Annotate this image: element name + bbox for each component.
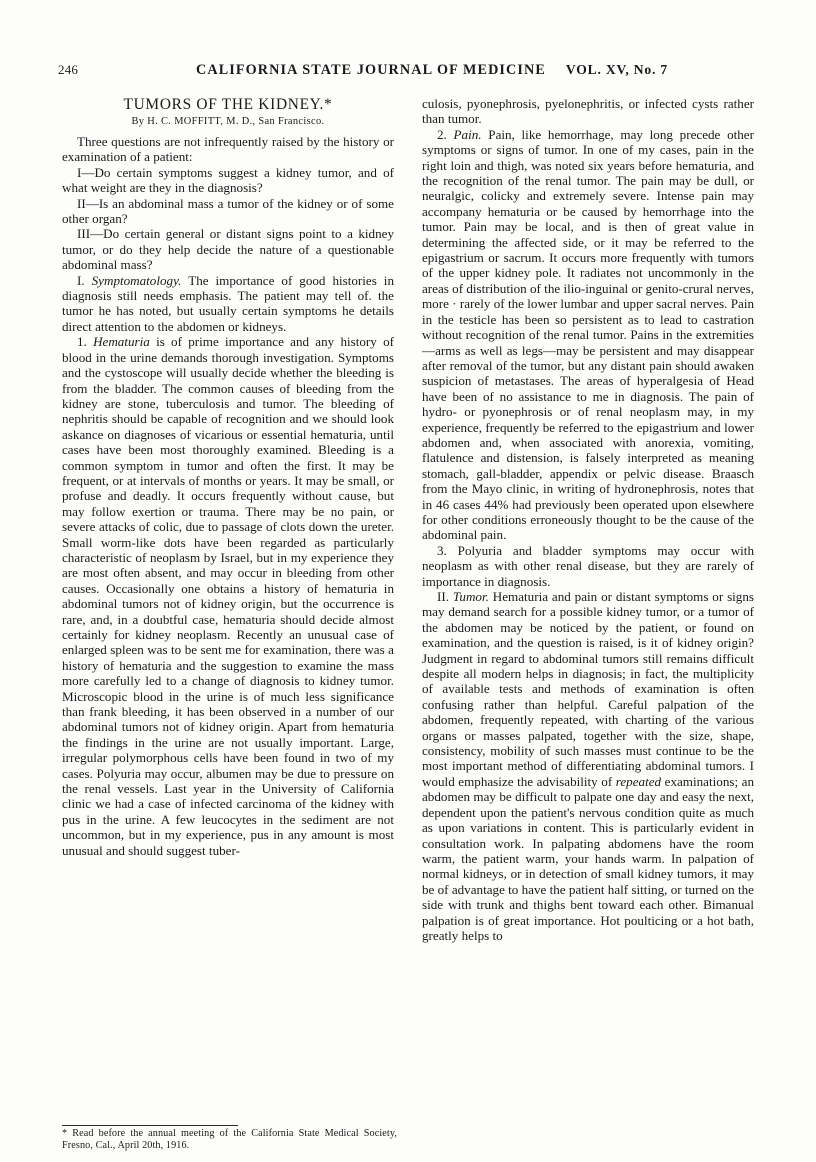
paragraph: [62, 334, 394, 858]
footnote-text: Read before the annual meeting of the California State Medical Society, Fresno, Cal., April 20th, 1916.: [62, 1128, 397, 1152]
paragraph: III—Do certain general or distant signs point to a kidney tumor, or do they help decide the nature of a questionable abdominal mass?: [62, 226, 394, 273]
left-column: [62, 96, 394, 1106]
paragraph: II—Is an abdominal mass a tumor of the kidney or of some other organ?: [62, 195, 394, 227]
paragraph-text: Hematuria and pain or distant symptoms or signs may demand search for a possible kidney tumor, or a tumor of the abdomen may be noticed by the patient, or found on examination, and the question is raised, is it of kidney origin? Judgment in regard to abdominal tumors still remains difficult despite all modern helps in diagnosis; in fact, the multiplicity of available tests and methods of examination is often confusing rather than helpful. Careful palpation of the abdomen, frequently repeated, with charting of the various organs or masses palpated, together with the size, shape, consistency, mobility of such masses must continue to be the most important method of differentiating abdominal tumors. I would emphasize the advisability of: [422, 589, 755, 789]
footnote-spacer: [62, 858, 394, 892]
paragraph-text: Pain, like hemorrhage, may long precede other symptoms or signs of tumor. In one of my cases, pain in the right loin and thigh, was noted six years before hematuria, and the recognition of the renal tumor. The pain may be dull, or neuralgic, colicky and extremely severe. Intense pain may accompany hematuria or be caused by hemorrhage into the tumor. Pain may be local, and is then of great value in determining the affected side, or it may be referred to the epigastrium or sacrum. It occurs more frequently with tumors of the upper kidney pole. It radiates not uncommonly in the areas of distribution of the ilio-inguinal or genito-crural nerves, more · rarely of the lower lumbar and upper sacral nerves. Pain in the testicle has been so persistent as to lead to castration without recognition of the renal tumor. Pains in the extremities—arms as well as legs—may be persistent and may disappear after removal of the tumor, but any distant pain should awaken suspicion of metastases. The areas of hyperalgesia of Head have been of no assistance to me in diagnosis. The pain of hydro- or pyonephrosis or of renal neoplasm may, in my experience, frequently be referred to the epigastrium and lower abdomen and, when associated with anorexia, vomiting, flatulence and distension, is falsely interpreted as meaning stomach, gall-bladder, appendix or pelvic disease. Braasch from the Mayo clinic, in writing of hydronephrosis, notes that in 46 cases 44% had previously been operated upon elsewhere for other conditions erroneously thought to be the cause of the abdominal pain.: [422, 126, 754, 543]
article-title: TUMORS OF THE KIDNEY.*: [123, 96, 333, 113]
two-column-body: [62, 96, 754, 1106]
right-column: [422, 96, 754, 1106]
running-head: [58, 62, 764, 82]
footnote: [62, 1128, 397, 1152]
paragraph-text-cont: examinations; an abdomen may be difficult to palpate one day and easy the next, dependent upon the patient's nervous condition quite as much as upon variations in content. This is particularly evident in consultation work. In palpating abdomens have the room warm, the patient warm, your hands warm. In palpation of normal kidneys, or in detection of small kidney tumors, it may be of advantage to have the patient half sitting, or turned on the side with trunk and thighs bent toward each other. Bimanual palpation is of great importance. Hot poulticing or a hot bath, greatly helps to: [422, 773, 755, 943]
section-heading: Symptomatology.: [91, 272, 182, 288]
paragraph-text: is of prime importance and any history of blood in the urine demands thorough investigation. Symptoms and the cystoscope will usually decide whether the bleeding is from the bladder. The common causes of bleeding from the kidney are stone, tuberculosis and tumor. The bleeding of nephritis should be capable of recognition and we should look askance on diagnoses of vicarious or essential hematuria, until cases have been most thoroughly examined. Bleeding is a common symptom in tumor and often the first. It may be frequent, or at intervals of months or years. It may be small, or profuse and deadly. It occurs frequently without cause, but may follow exertion or trauma. There may be no pain, or severe attacks of colic, due to passage of clots down the ureter. Small worm-like dots have been regarded as particularly characteristic of neoplasm by Israel, but in my experience they are most often absent, and may occur in bleeding from other causes. Occasionally one obtains a history of hematuria in abdominal tumors not of kidney origin, but the occurrence is rare, and, in a doubtful case, hematuria should decide almost certainly for kidney neoplasm. Recently an unusual case of enlarged spleen was to be sent me for examination, there was a history of hematuria and the suggestion to examine the mass more carefully led to a change of diagnosis to kidney tumor. Microscopic blood in the urine is of much less significance than frank bleeding, it has been observed in a number of our abdominal tumors not of kidney origin. Apart from hematuria the findings in the urine are not usually important. Large, irregular polymorphous cells have been found in two of my cases. Polyuria may occur, albumen may be due to pressure on the renal vessels. Last year in the University of California clinic we had a case of infected carcinoma of the kidney with pus in the urine. A few leucocytes in the sediment are not uncommon, but in my experience, pus in any amount is most unusual and should suggest tuber-: [62, 334, 394, 858]
paragraph-text: Polyuria and bladder symptoms may occur with neoplasm as with other renal disease, but they are rarely of importance in diagnosis.: [422, 542, 754, 589]
section-heading: Tumor.: [452, 589, 489, 604]
paragraph: [422, 543, 754, 589]
paragraph: I—Do certain symptoms suggest a kidney tumor, and of what weight are they in the diagnosis?: [62, 164, 394, 196]
emphasized-word: repeated: [615, 773, 662, 789]
page-folio-number: 246: [58, 62, 79, 77]
paragraph: [422, 127, 754, 543]
section-number: II.: [437, 589, 449, 604]
section-number: 3.: [437, 542, 447, 558]
paragraph: [62, 273, 394, 335]
paragraph-text: The importance of good histories in diagnosis still needs emphasis. The patient may tell of. the tumor he has noted, but usually certain symptoms he details direct attention to the abdomen or kidneys.: [62, 272, 394, 334]
section-number: 1.: [77, 334, 87, 350]
section-number: 2.: [437, 126, 447, 142]
journal-title: CALIFORNIA STATE JOURNAL OF MEDICINE: [196, 62, 546, 78]
article-byline: By H. C. MOFFITT, M. D., San Francisco.: [131, 116, 325, 127]
volume-issue-info: VOL. XV, No. 7: [565, 62, 668, 77]
section-heading: Pain.: [453, 126, 482, 142]
paragraph: [422, 589, 754, 943]
footnote-marker: *: [62, 1128, 68, 1140]
section-heading: Hematuria: [93, 334, 150, 350]
paragraph: culosis, pyonephrosis, pyelonephritis, or infected cysts rather than tumor.: [422, 96, 754, 127]
footnote-divider: [62, 1125, 238, 1126]
paragraph: Three questions are not infrequently raised by the history or examination of a patient:: [62, 134, 394, 165]
section-number: I.: [77, 272, 85, 288]
